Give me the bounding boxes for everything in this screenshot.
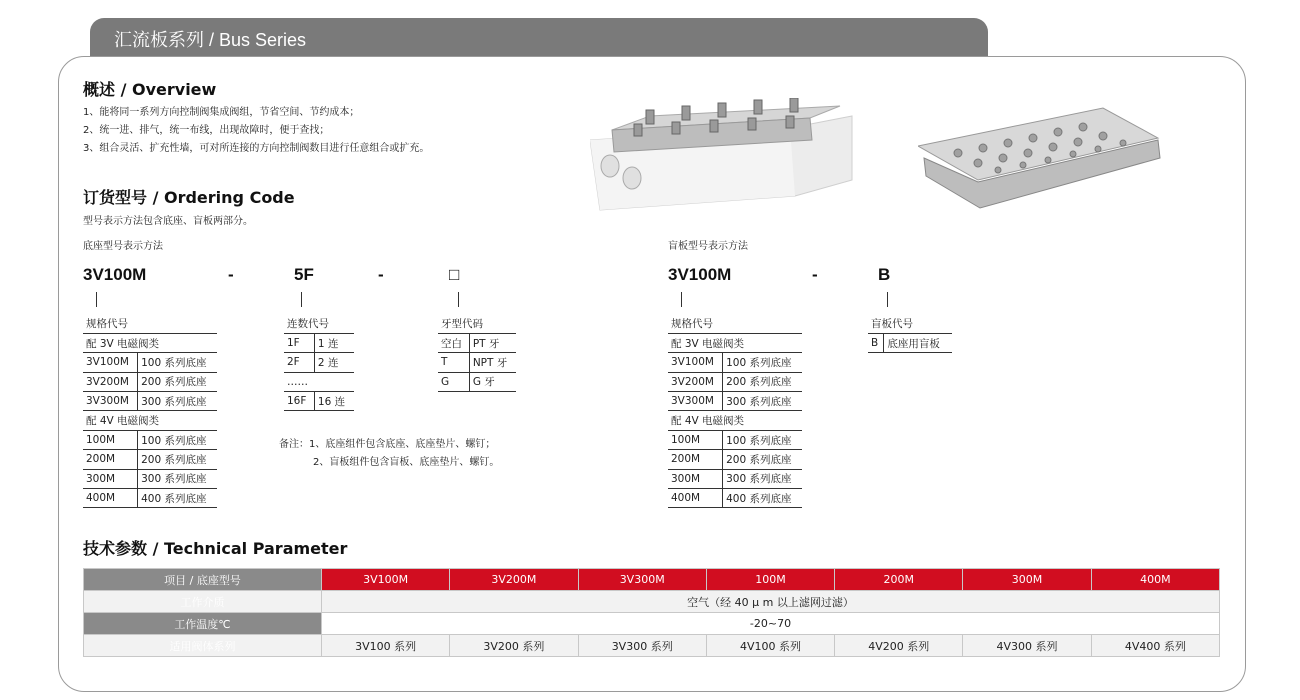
overview-line-3: 3、组合灵活、扩充性墙，可对所连接的方向控制阀数目进行任意组合或扩充。 [83, 143, 430, 154]
spec-table-title: 规格代号 [83, 314, 217, 333]
blind-plate-image [918, 98, 1163, 213]
blind-code-label: 盲板型号表示方法 [668, 241, 748, 252]
table-row: 300M 300 系列底座 [668, 469, 802, 488]
table-row: 3V200M 200 系列底座 [668, 372, 802, 391]
table-row: B 底座用盲板 [868, 333, 952, 352]
table-row: 3V300M 300 系列底座 [83, 392, 217, 411]
table-row: 100M 100 系列底座 [668, 430, 802, 449]
blind-plate-table [868, 314, 952, 353]
blind-spec-table [668, 314, 802, 508]
table-row: …… [284, 372, 354, 391]
table-row: 3V100M 100 系列底座 [668, 353, 802, 372]
spec-group-4v: 配 4V 电磁阀类 [83, 411, 217, 430]
spec-group-4v: 配 4V 电磁阀类 [668, 411, 802, 430]
base-count-connector [301, 292, 302, 307]
blind-table-title: 盲板代号 [868, 314, 952, 333]
base-spec-connector [96, 292, 97, 307]
count-table [284, 314, 354, 411]
section-title: 汇流板系列 / Bus Series [114, 30, 307, 50]
table-row: 200M 200 系列底座 [668, 450, 802, 469]
table-row: 400M 400 系列底座 [83, 489, 217, 508]
ordering-description: 型号表示方法包含底座、盲板两部分。 [83, 216, 253, 227]
technical-table [83, 568, 1220, 657]
thread-table [438, 314, 516, 392]
base-spec-table [83, 314, 217, 508]
blind-spec-connector [681, 292, 682, 307]
overview-heading: 概述 / Overview [83, 80, 217, 99]
table-row: 100M 100 系列底座 [83, 430, 217, 449]
table-row: 3V200M 200 系列底座 [83, 372, 217, 391]
table-row: G G 牙 [438, 372, 516, 391]
table-row: 1F 1 连 [284, 333, 354, 352]
ordering-heading: 订货型号 / Ordering Code [83, 188, 295, 207]
thread-table-title: 牙型代码 [438, 314, 516, 333]
table-row: 适用阀体系列 3V100 系列 3V200 系列 3V300 系列 4V100 系列 4V200 系列 4V300 系列 4V400 系列 [84, 635, 1220, 657]
base-code-dash-2: - [378, 265, 384, 284]
note-line-2: 2、盲板组件包含盲板、底座垫片、螺钉。 [313, 457, 500, 468]
overview-line-2: 2、统一进、排气，统一布线，出现故障时，便于查找； [83, 125, 330, 136]
count-table-title: 连数代号 [284, 314, 354, 333]
base-code-count: 5F [294, 265, 314, 284]
base-code-dash-1: - [228, 265, 234, 284]
section-tab [90, 18, 988, 56]
table-row: 项目 / 底座型号 3V100M 3V200M 3V300M 100M 200M 300M 400M [84, 569, 1220, 591]
table-row: 2F 2 连 [284, 353, 354, 372]
table-row: 3V100M 100 系列底座 [83, 353, 217, 372]
table-row: 空白 PT 牙 [438, 333, 516, 352]
table-row: 200M 200 系列底座 [83, 450, 217, 469]
blind-code-dash: - [812, 265, 818, 284]
table-row: 300M 300 系列底座 [83, 469, 217, 488]
table-row: 400M 400 系列底座 [668, 489, 802, 508]
spec-table-title: 规格代号 [668, 314, 802, 333]
technical-heading: 技术参数 / Technical Parameter [83, 539, 348, 558]
overview-line-1: 1、能将同一系列方向控制阀集成阀组，节省空间、节约成本； [83, 107, 360, 118]
blind-code-spec: 3V100M [668, 265, 732, 284]
table-row: T NPT 牙 [438, 353, 516, 372]
blind-b-connector [887, 292, 888, 307]
spec-group-3v: 配 3V 电磁阀类 [668, 333, 802, 352]
spec-group-3v: 配 3V 电磁阀类 [83, 333, 217, 352]
table-row: 3V300M 300 系列底座 [668, 392, 802, 411]
bus-manifold-image [590, 98, 860, 213]
base-thread-connector [458, 292, 459, 307]
note-line-1: 备注：1、底座组件包含底座、底座垫片、螺钉； [279, 439, 496, 450]
table-row: 工作介质 空气（经 40 μ m 以上滤网过滤） [84, 591, 1220, 613]
base-code-thread: □ [449, 265, 460, 284]
base-code-spec: 3V100M [83, 265, 147, 284]
blind-code-b: B [878, 265, 891, 284]
table-row: 工作温度℃ -20~70 [84, 613, 1220, 635]
table-row: 16F 16 连 [284, 392, 354, 411]
base-code-label: 底座型号表示方法 [83, 241, 163, 252]
